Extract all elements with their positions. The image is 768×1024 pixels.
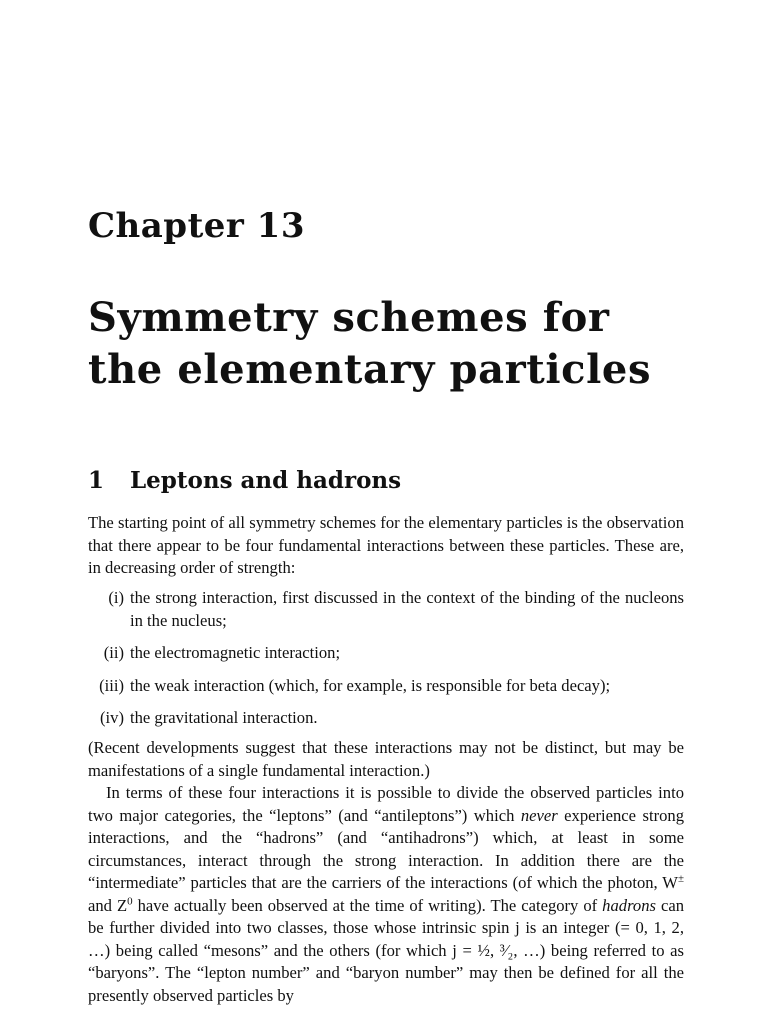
list-marker: (i) xyxy=(108,588,124,607)
chapter-title: Symmetry schemes for the elementary particles xyxy=(88,294,652,393)
list-item-text: the strong interaction, first discussed in the context of the binding of the nucleons in the nucleus; xyxy=(130,588,684,630)
main-text-2: experience strong interactions, and the “hadrons” (and “antihadrons”) which, at least in some circumstances, interact through the strong interaction. In addition there are the “intermediate” particles that are the carriers of the interactions (of which the photon, W xyxy=(88,805,684,892)
main-text-hadrons: hadrons xyxy=(602,895,656,915)
section-title: Leptons and hadrons xyxy=(130,467,402,494)
chapter-label: Chapter 13 xyxy=(88,206,305,246)
main-text-zero: 0 xyxy=(127,894,133,907)
list-item-text: the electromagnetic interaction; xyxy=(130,643,341,662)
main-text-1: In terms of these four interactions it is possible to divide the observed particles into two major categories, the “leptons” (and “antileptons”) which xyxy=(88,783,684,825)
main-text-5: can be further divided into two classes, those whose intrinsic spin j is an integer (= 0, 1, 2, …) being called “mesons” and the others (for which j = ½, ³⁄₂, …) being referred to as “baryons”. The “lepton number” and “baryon number” may then be defined for all the presently observed particles by xyxy=(88,895,684,1005)
list-item-text: the weak interaction (which, for example, is responsible for beta decay); xyxy=(130,675,611,695)
list-marker: (ii) xyxy=(103,643,124,662)
main-paragraph xyxy=(88,782,684,1007)
section-heading xyxy=(88,467,401,494)
section-number: 1 xyxy=(88,467,105,494)
list-item xyxy=(88,587,684,632)
intro-paragraph: The starting point of all symmetry schemes for the elementary particles is the observation that there appear to be four fundamental interactions between these particles. These are, in decreasing order of strength: xyxy=(88,513,684,577)
main-text-never: never xyxy=(520,805,558,825)
list-item xyxy=(88,675,684,698)
main-text-4: have actually been observed at the time of writing). The category of xyxy=(132,895,603,915)
list-item xyxy=(88,707,684,730)
list-item xyxy=(88,642,684,665)
list-marker: (iv) xyxy=(100,708,124,727)
main-text-pm: ± xyxy=(677,872,684,885)
list-item-text: the gravitational interaction. xyxy=(130,708,318,727)
list-marker: (iii) xyxy=(99,675,124,695)
note-paragraph: (Recent developments suggest that these interactions may not be distinct, but may be manifestations of a single fundamental interaction.) xyxy=(88,738,684,780)
main-text-3: and Z xyxy=(88,895,128,915)
interaction-list xyxy=(88,587,684,740)
